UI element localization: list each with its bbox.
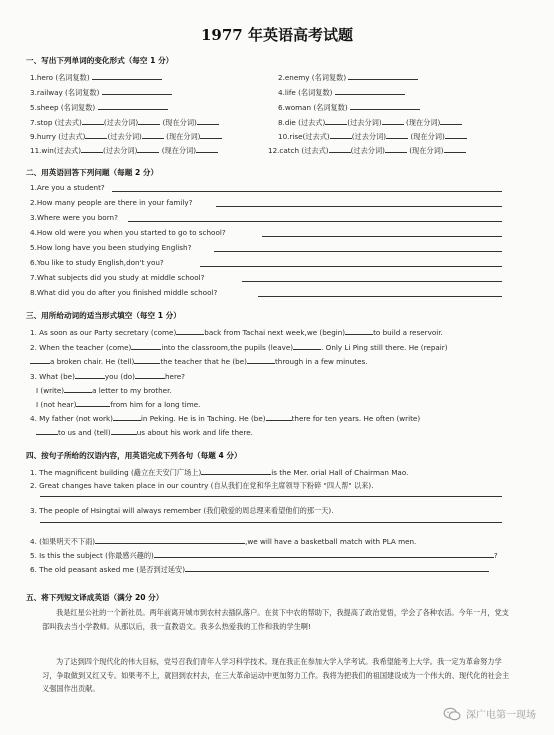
- p3-question-4: 4. My father (not work) in Peking. He is in Taching. He (be) there for ten years. He often (write): [30, 414, 421, 423]
- p2-question-7: 7.What subjects did you study at middle school?: [30, 273, 205, 282]
- watermark-text: 深广电第一现场: [466, 710, 536, 721]
- translation-paragraph-2: 为了达到四个现代化的伟大目标，党号召我们青年人学习科学技术。现在我正在参加大学入学考试。我希望能考上大学。我一定为革命努力学习，争取做到又红又专。如果考不上，就回到农村去，在三大革命运动中更加努力工作。我将为把我们的祖国建设成为一个伟大的、现代化的社会主义强国作出贡献。: [42, 657, 510, 693]
- p1-item-7: 7.stop (过去式) (过去分词) (现在分词): [30, 116, 219, 128]
- p3-question-3: 3. What (be) you (do) here?: [30, 372, 185, 381]
- p2-question-5: 5.How long have you been studying English?: [30, 243, 192, 252]
- p1-item-2: 2.enemy (名词复数): [278, 71, 418, 83]
- section-5-heading: 五、将下列短文译成英语（满分 20 分）: [26, 593, 164, 602]
- p2-question-8: 8.What did you do after you finished middle school?: [30, 288, 218, 297]
- answer-line: [40, 522, 502, 523]
- p4-question-1: 1. The magnificent building (矗立在天安门广场上) is the Mer. orial Hall of Chairman Mao.: [30, 468, 409, 477]
- p1-item-12: 12.catch (过去式) (过去分词) (现在分词): [268, 144, 466, 156]
- p2-question-3: 3.Where were you born?: [30, 213, 118, 222]
- section-2-heading: 二、用英语回答下列问题（每题 2 分）: [26, 168, 159, 177]
- p4-question-6: 6. The old peasant asked me (是否到过延安): [30, 563, 489, 575]
- p3-question-2: 2. When the teacher (come) into the classroom,the pupils (leave) . Only Li Ping still there. He (repair): [30, 343, 448, 352]
- p2-question-1: 1.Are you a student?: [30, 183, 105, 192]
- answer-line: [40, 496, 502, 497]
- exam-title: 1977 年英语高考试题: [201, 26, 353, 44]
- answer-line: [262, 236, 502, 237]
- answer-line: [128, 221, 502, 222]
- section-1-heading: 一、写出下列单词的变化形式（每空 1 分）: [26, 56, 174, 65]
- answer-line: [216, 206, 502, 207]
- p2-question-4: 4.How old were you when you started to go to school?: [30, 228, 226, 237]
- p1-item-3: 3.railway (名词复数): [30, 86, 172, 98]
- p3-question-3c: I (not hear) from him for a long time.: [36, 400, 201, 409]
- p1-item-1: 1.hero (名词复数): [30, 71, 162, 83]
- p2-question-2: 2.How many people are there in your family?: [30, 198, 193, 207]
- p4-question-3: 3. The people of Hsingtai will always remember (我们敬爱的周总理来看望他们的那一天).: [30, 506, 334, 515]
- p3-question-4-cont: to us and (tell) us about his work and life there.: [36, 426, 253, 438]
- p1-item-5: 5.sheep (名词复数): [30, 101, 168, 113]
- p4-question-4: 4. (如果明天不下雨) ,we will have a basketball match with PLA men.: [30, 537, 417, 546]
- p1-item-4: 4.life (名词复数): [278, 86, 405, 98]
- p1-item-11: 11.win(过去式) (过去分词) (现在分词): [30, 144, 218, 156]
- p4-question-2: 2. Great changes have taken place in our country (自从我们在党和华主席领导下粉碎 "四人帮" 以来).: [30, 481, 374, 490]
- p1-item-8: 8.die (过去式) (过去分词) (现在分词): [278, 116, 462, 128]
- translation-paragraph-1: 我是红星公社的一个新社员。两年前离开城市到农村去插队落户。在贫下中农的帮助下，我提高了政治觉悟，学会了各种农活。今年一月，党支部叫我去当小学教师。从那以后，我一直教语文。我多么热爱我的工作和我的学生啊!: [42, 608, 509, 631]
- answer-line: [242, 281, 502, 282]
- p3-question-2-cont: a broken chair. He (tell) the teacher that he (be) through in a few minutes.: [30, 355, 368, 367]
- p3-question-1: 1. As soon as our Party secretary (come) back from Tachai next week,we (begin) to build a reservoir.: [30, 328, 443, 337]
- answer-line: [214, 251, 502, 252]
- p3-question-3b: I (write) a letter to my brother.: [36, 386, 172, 395]
- p1-item-10: 10.rise(过去式) (过去分词) (现在分词): [278, 130, 467, 142]
- p4-question-5: 5. Is this the subject (你最感兴趣的) ?: [30, 551, 498, 560]
- answer-line: [112, 191, 502, 192]
- watermark: [443, 706, 536, 721]
- wechat-icon: [443, 707, 461, 721]
- answer-line: [258, 296, 502, 297]
- section-3-heading: 三、用所给动词的适当形式填空（每空 1 分）: [26, 311, 181, 320]
- answer-line: [200, 266, 502, 267]
- p2-question-6: 6.You like to study English,don't you?: [30, 258, 164, 267]
- p1-item-9: 9.hurry (过去式) (过去分词) (现在分词): [30, 130, 222, 142]
- p1-item-6: 6.woman (名词复数): [278, 101, 420, 113]
- section-4-heading: 四、按句子所给的汉语内容，用英语完成下列各句（每题 4 分）: [26, 451, 242, 460]
